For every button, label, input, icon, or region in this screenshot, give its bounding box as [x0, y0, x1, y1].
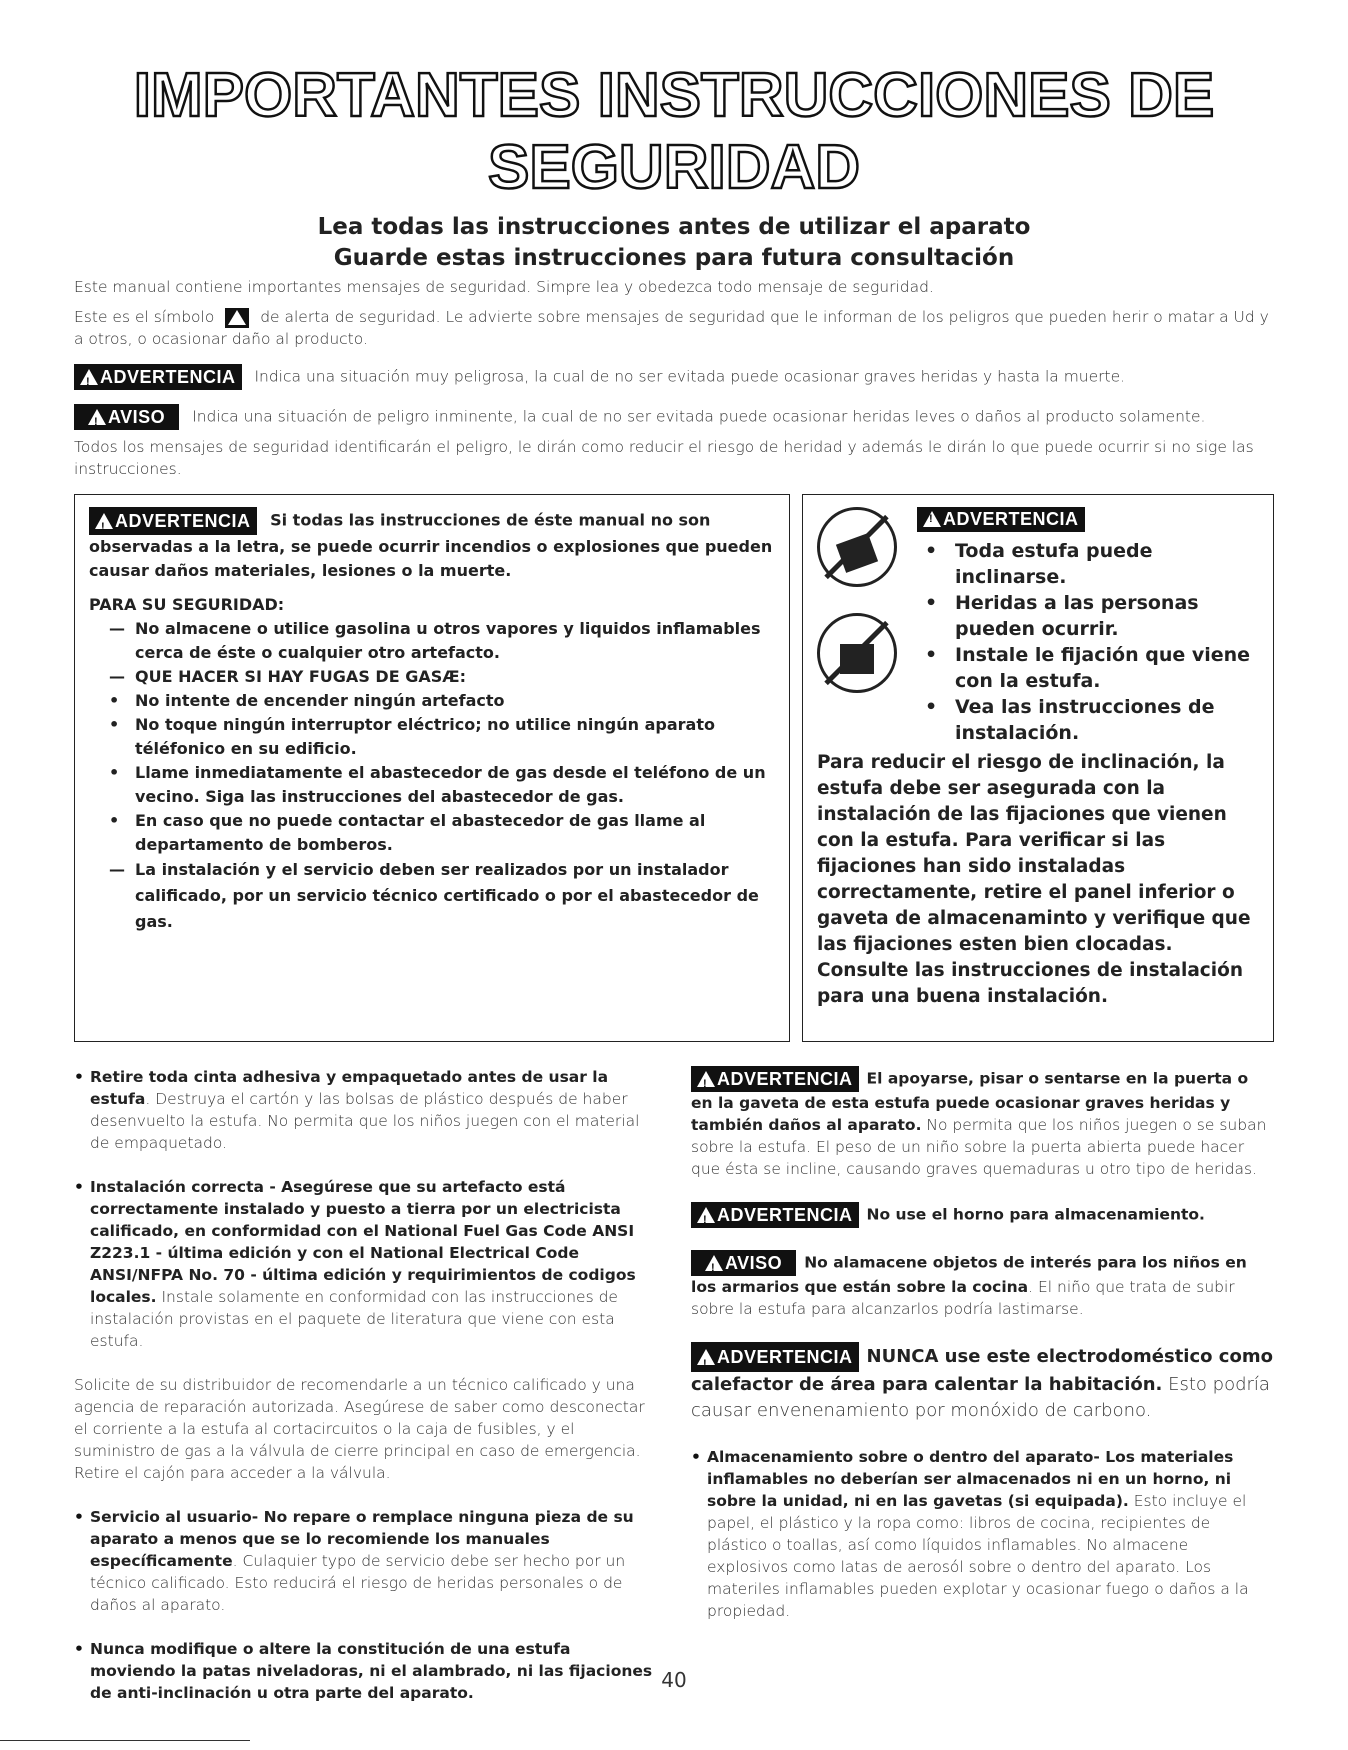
list-item: • En caso que no puede contactar el abastecedor de gas llame al departamento de bomberos.: [109, 811, 706, 854]
body-columns: [74, 1066, 1274, 1726]
intro-p2-before: Este es el símbolo: [74, 308, 215, 326]
list-item: — QUE HACER SI HAY FUGAS DE GASÆ:: [109, 667, 466, 686]
intro-p2-after: de alerta de seguridad. Le advierte sobre mensajes de seguridad que le informan de los peligros que pueden herir o matar a Ud y a otros, o ocasionar daño al producto.: [74, 308, 1269, 348]
page-title: IMPORTANTES INSTRUCCIONES DE SEGURIDAD: [133, 61, 1215, 202]
subtitle-keep: Guarde estas instrucciones para futura consultación: [333, 245, 1015, 271]
advertencia-badge: !ADVERTENCIA: [74, 364, 242, 390]
gas-warning-lead: [89, 507, 775, 583]
tip-over-badge: !ADVERTENCIA: [917, 507, 1085, 532]
intro-p2: [74, 306, 1274, 350]
list-item: • Instale le fijación que viene con la estufa.: [925, 644, 1251, 692]
page: [74, 60, 1274, 1726]
gas-warning-badge: !ADVERTENCIA: [89, 507, 257, 535]
aviso-def: [74, 404, 1274, 430]
list-item: • Toda estufa puede inclinarse.: [925, 540, 1153, 588]
warning-boxes: [74, 494, 1274, 1042]
list-item: • No toque ningún interruptor eléctrico; no utilice ningún aparato téléfonico en su edificio.: [109, 715, 715, 758]
tip-over-icon: [817, 507, 897, 587]
storage-warning: !ADVERTENCIA No use el horno para almacenamiento.: [691, 1202, 1274, 1228]
tip-over-paragraph: Para reducir el riesgo de inclinación, la estufa debe ser asegurada con la instalación de las fijaciones que vienen con la estufa. Para verificar si las fijaciones han sido instaladas correctamente, retire el panel inferior o gaveta de almacenaminto y verifique que las fijaciones esten bien clocadas. Consulte las instrucciones de instalación para una buena instalación.: [817, 752, 1251, 1007]
list-item: • Llame inmediatamente el abastecedor de gas desde el teléfono de un vecino. Siga las instrucciones del abastecedor de gas.: [109, 763, 766, 806]
footer-rule: [0, 1740, 250, 1741]
gas-warning-box: [74, 494, 790, 1042]
aviso-badge: !AVISO: [74, 404, 179, 430]
advertencia-def: [74, 364, 1274, 390]
list-item: • Vea las instrucciones de instalación.: [925, 696, 1215, 744]
aviso-def-text: Indica una situación de peligro inminente, la cual de no ser evitada puede ocasionar heridas leves o daños al producto solamente.: [192, 407, 1206, 426]
tip-over-bullets: [917, 538, 1259, 746]
gas-warning-lead-text: Si todas las instrucciones de éste manual no son observadas a la letra, se puede ocurrir incendios o explosiones que pueden causar daños materiales, lesiones o la muerte.: [89, 510, 773, 580]
anti-tip-icon: [817, 613, 897, 693]
door-warning-badge: !ADVERTENCIA: [691, 1066, 859, 1092]
list-item: • Retire toda cinta adhesiva y empaquetado antes de usar la estufa. Destruya el cartón y las bolsas de plástico después de haber desenvuelto la estufa. No permita que los niños juegen con el material de empaquetado.: [74, 1068, 640, 1152]
list-item: — La instalación y el servicio deben ser realizados por un instalador calificado, por un servicio técnico certificado o por el abastecedor de gas.: [109, 860, 759, 931]
list-item: • Heridas a las personas pueden ocurrir.: [925, 592, 1199, 640]
tip-over-warning-box: [802, 494, 1274, 1042]
list-item: • Servicio al usuario- No repare o remplace ninguna pieza de su aparato a menos que se lo recomiende los manuales específicamente. Culaquier typo de servicio debe ser hecho por un técnico calificado. Esto reducirá el riesgo de heridas personales o de daños al aparato.: [74, 1508, 634, 1614]
gas-safety-list: [89, 617, 775, 935]
heater-warning-badge: !ADVERTENCIA: [691, 1342, 859, 1372]
subtitle-read: Lea todas las instrucciones antes de utilizar el aparato: [317, 214, 1031, 240]
children-aviso: !AVISO No alamacene objetos de interés para los niños en los armarios que están sobre la cocina. El niño que trata de subir sobre la estufa para alcanzarlos podría lastimarse.: [691, 1250, 1274, 1320]
page-number: 40: [661, 1668, 687, 1692]
storage-warning-badge: !ADVERTENCIA: [691, 1202, 859, 1228]
children-aviso-badge: !AVISO: [691, 1250, 796, 1276]
heater-warning: !ADVERTENCIA NUNCA use este electrodoméstico como calefactor de área para calentar la habitación. Esto podría causar envenenamiento por monóxido de carbono.: [691, 1342, 1274, 1424]
list-item: • Instalación correcta - Asegúrese que su artefacto está correctamente instalado y puesto a tierra por un electricista calificado, en conformidad con el National Fuel Gas Code ANSI Z223.1 - última edición y con el National Electrical Code ANSI/NFPA No. 70 - última edición y requirimientos de codigos locales. Instale solamente en conformidad con las instrucciones de instalación provistas en el paquete de literatura que viene con esta estufa.: [74, 1178, 636, 1350]
door-warning: !ADVERTENCIA El apoyarse, pisar o sentarse en la puerta o en la gaveta de esta estufa puede ocasionar graves heridas y también daños al aparato. No permita que los niños juegen o se suban sobre la estufa. El peso de un niño sobre la puerta abierta puede hacer que ésta se incline, causando graves quemaduras u otro tipo de heridas.: [691, 1066, 1274, 1180]
advertencia-def-text: Indica una situación muy peligrosa, la cual de no ser evitada puede ocasionar graves heridas y hasta la muerte.: [254, 367, 1126, 386]
list-item: — No almacene o utilice gasolina u otros vapores y liquidos inflamables cerca de éste o cualquier otro artefacto.: [109, 619, 761, 662]
intro-p3: Todos los mensajes de seguridad identificarán el peligro, le dirán como reducir el riesgo de heridad y además le dirán lo que puede ocurrir si no sige las instrucciones.: [74, 438, 1254, 478]
safety-heading: PARA SU SEGURIDAD:: [89, 595, 285, 614]
list-item: • No intente de encender ningún artefacto: [109, 691, 505, 710]
left-column: [74, 1066, 657, 1726]
list-item: • Nunca modifique o altere la constitución de una estufa moviendo la patas niveladoras, ni el alambrado, ni las fijaciones de anti-inclinación u otra parte del aparato.: [74, 1640, 653, 1702]
tip-over-icons: [817, 507, 907, 746]
alert-symbol-icon: [225, 308, 249, 328]
list-item: • Almacenamiento sobre o dentro del aparato- Los materiales inflamables no deberían ser almacenados ni en un horno, ni sobre la unidad, ni en las gavetas (si equipada). Esto incluye el papel, el plástico y la ropa como: libros de cocina, recipientes de plástico o toallas, así como líquidos inflamables. No almacene explosivos como latas de aerosól sobre o dentro del aparato. Los materiles inflamables pueden explotar y ocasionar fuego o daños a la propiedad.: [691, 1448, 1249, 1620]
distributor-paragraph: Solicite de su distribuidor de recomendarle a un técnico calificado y una agencia de reparación autorizada. Asegúrese de saber como desconectar el corriente a la estufa al cortacircuitos o la caja de fusibles, y el suministro de gas a la válvula de cierre principal en caso de emergencia. Retire el cajón para acceder a la válvula.: [74, 1376, 645, 1482]
right-column: [691, 1066, 1274, 1726]
intro-p1: Este manual contiene importantes mensajes de seguridad. Simpre lea y obedezca todo mensaje de seguridad.: [74, 278, 934, 296]
